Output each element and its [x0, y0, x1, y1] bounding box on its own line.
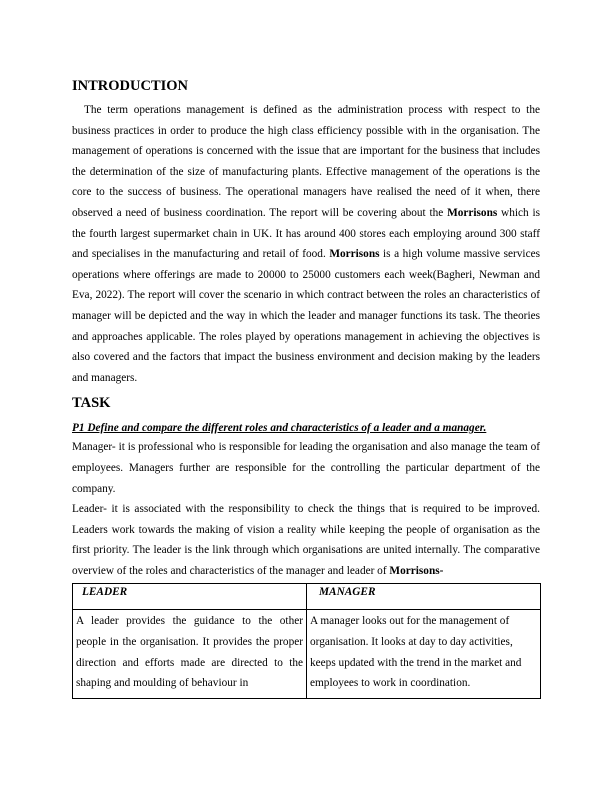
intro-text-part-2: which is the fourth largest supermarket chain in UK. It has around 400 stores each employing around 300 staff and specialises in the manufacturing and retail of food. [72, 206, 540, 261]
manager-definition: Manager- it is professional who is responsible for leading the organisation and also manage the team of employees. Managers further are responsible for the controlling the particular department of the company. [72, 441, 540, 495]
table-row [73, 610, 541, 699]
leader-cell: A leader provides the guidance to the other people in the organisation. It provides the proper direction and efforts made are directed to the shaping and moulding of behaviour in [73, 610, 307, 699]
document-page [72, 76, 540, 699]
company-name-bold: Morrisons- [389, 564, 444, 577]
manager-column-header: MANAGER [307, 584, 541, 610]
company-name-bold: Morrisons [329, 248, 380, 261]
intro-text-part-3: is a high volume massive services operations where offerings are made to 20000 to 25000 customers each week(Bagheri, Newman and Eva, 2022). The report will cover the scenario in which contract between the roles an characteristics of manager will be depicted and the way in which the leader and manager functions its task. The theories and approaches applicable. The roles played by operations management in achieving the objectives is also covered and the factors that impact the business environment and decision making by the leaders and managers. [72, 248, 540, 384]
manager-cell: A manager looks out for the management of organisation. It looks at day to day activities, keeps updated with the trend in the market and employees to work in coordination. [307, 610, 541, 699]
leader-column-header: LEADER [73, 584, 307, 610]
leader-manager-comparison-table [72, 583, 541, 699]
table-header-row [73, 584, 541, 610]
intro-text-part-1: The term operations management is defined as the administration process with respect to the business practices in order to produce the high class efficiency possible with in the organisation. The management of operations is concerned with the issue that are important for the business that includes the determination of the size of manufacturing plants. Effective management of the operations is the core to the success of business. The operational managers have realised the need of it when, there observed a need of business coordination. The report will be covering about the [72, 104, 540, 219]
introduction-heading: INTRODUCTION [72, 78, 189, 94]
task-heading: TASK [72, 395, 111, 412]
task-p1-title: P1 Define and compare the different roles and characteristics of a leader and a manager. [72, 422, 487, 435]
leader-definition-text: Leader- it is associated with the responsibility to check the things that is required to be improved. Leaders work towards the making of vision a reality while keeping the people of organisation as the first priority. The leader is the link through which organisations are united internally. The comparative overview of the roles and characteristics of the manager and leader of [72, 503, 540, 577]
leader-definition [72, 499, 540, 581]
company-name-bold: Morrisons [447, 206, 498, 219]
introduction-paragraph [72, 100, 540, 388]
